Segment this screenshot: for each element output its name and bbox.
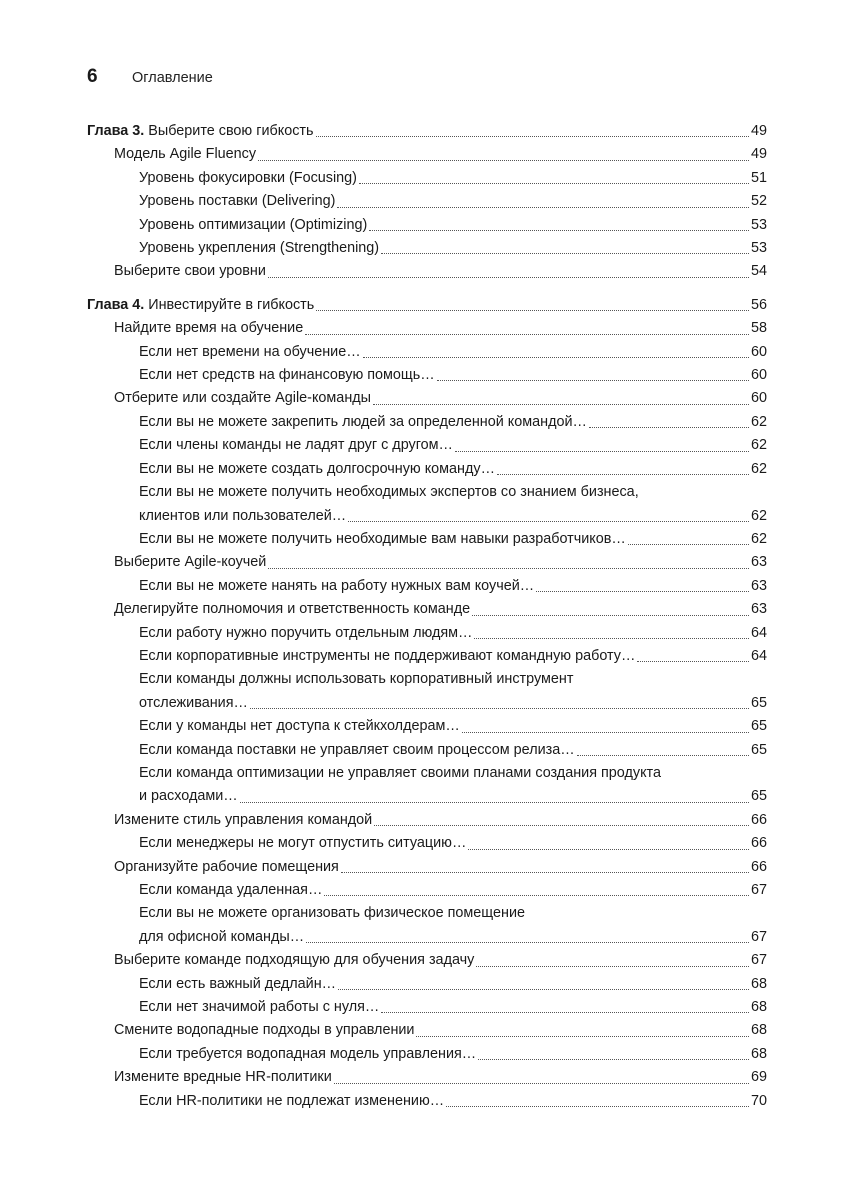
dot-leader xyxy=(577,754,749,756)
toc-page-number: 63 xyxy=(750,601,767,618)
toc-entry-title: Если вы не можете нанять на работу нужных вам коучей… xyxy=(139,577,535,594)
dot-leader xyxy=(437,379,749,381)
toc-page-number: 64 xyxy=(750,624,767,641)
toc-entry-title: Если команда удаленная… xyxy=(139,882,323,898)
dot-leader xyxy=(369,229,749,231)
toc-entry-title: Измените вредные HR-политики xyxy=(114,1069,332,1086)
toc-entry-title: Уровень укрепления (Strengthening) xyxy=(139,240,380,257)
toc-entry-title: Выберите свои уровни xyxy=(114,263,266,280)
toc-page-number: 60 xyxy=(750,367,767,384)
dot-leader xyxy=(474,637,749,639)
toc-section[interactable] xyxy=(87,387,767,410)
toc-page-number: 56 xyxy=(750,296,767,313)
toc-page-number: 62 xyxy=(750,437,767,454)
dot-leader xyxy=(637,660,749,662)
chapter-title: Инвестируйте в гибкость xyxy=(144,296,315,313)
toc-entry-title: Смените водопадные подходы в управлении xyxy=(114,1022,415,1039)
toc-subsection[interactable] xyxy=(87,996,767,1019)
toc-section[interactable] xyxy=(87,1066,767,1089)
toc-subsection[interactable] xyxy=(87,832,767,855)
toc-subsection[interactable] xyxy=(87,622,767,645)
toc-entry-title: Делегируйте полномочия и ответственность команде xyxy=(114,601,471,618)
toc-entry-title: Если корпоративные инструменты не поддерживают командную работу… xyxy=(139,647,636,664)
toc-entry-title: Модель Agile Fluency xyxy=(114,146,257,163)
toc-entry-title: Если вы не можете получить необходимые вам навыки разработчиков… xyxy=(139,530,626,547)
toc-subsection[interactable] xyxy=(87,411,767,434)
dot-leader xyxy=(446,1105,749,1107)
dot-leader xyxy=(334,1082,749,1084)
toc-page-number: 69 xyxy=(750,1069,767,1086)
toc-entry-title: Если работу нужно поручить отдельным людям… xyxy=(139,624,473,641)
toc-page-number: 67 xyxy=(750,882,767,898)
toc-section[interactable] xyxy=(87,949,767,972)
toc-section[interactable] xyxy=(87,260,767,283)
chapter-label: Глава 3. xyxy=(87,123,145,139)
toc-page-number: 53 xyxy=(750,240,767,257)
toc-subsection[interactable] xyxy=(87,1090,767,1113)
toc-page-number: 66 xyxy=(750,811,767,828)
toc-subsection[interactable] xyxy=(87,341,767,364)
toc-section[interactable] xyxy=(87,856,767,879)
toc-subsection[interactable] xyxy=(87,926,767,949)
toc-page-number: 54 xyxy=(750,263,767,280)
toc-entry-title: Измените стиль управления командой xyxy=(114,811,373,828)
dot-leader xyxy=(341,871,749,873)
toc-entry-title: и расходами… xyxy=(139,788,238,805)
toc-entry-title: отслеживания… xyxy=(139,694,248,711)
toc-page-number: 63 xyxy=(750,554,767,571)
toc-page-number: 52 xyxy=(750,193,767,210)
dot-leader xyxy=(589,426,749,428)
toc-page-number: 53 xyxy=(750,216,767,233)
toc-entry-first-line[interactable] xyxy=(87,668,767,691)
dot-leader xyxy=(338,988,749,990)
toc-subsection[interactable] xyxy=(87,785,767,808)
toc-page-number: 63 xyxy=(750,577,767,594)
toc-entry-title: Организуйте рабочие помещения xyxy=(114,858,339,875)
dot-leader xyxy=(258,159,749,161)
dot-leader xyxy=(536,590,749,592)
toc-entry-title: Если нет времени на обучение… xyxy=(139,343,361,360)
toc-entry-title: Если члены команды не ладят друг с другом… xyxy=(139,437,453,454)
toc-entry-title: Если вы не можете создать долгосрочную команду… xyxy=(139,460,495,477)
toc-page-number: 65 xyxy=(750,741,767,758)
toc-entry-title: Если команда оптимизации не управляет своими планами создания продукта xyxy=(139,764,661,781)
dot-leader xyxy=(240,801,749,803)
toc-page-number: 60 xyxy=(750,390,767,407)
chapter-label: Глава 4. xyxy=(87,296,145,313)
toc-entry-title: Если HR-политики не подлежат изменению… xyxy=(139,1092,445,1109)
toc-section[interactable] xyxy=(87,809,767,832)
toc-section[interactable] xyxy=(87,143,767,166)
dot-leader xyxy=(472,614,749,616)
toc-subsection[interactable] xyxy=(87,190,767,213)
chapter-title: Выберите свою гибкость xyxy=(144,123,314,139)
toc-chapter[interactable] xyxy=(87,120,767,143)
toc-page-number: 65 xyxy=(750,694,767,711)
toc-entry-title xyxy=(87,120,314,143)
dot-leader xyxy=(268,276,749,278)
dot-leader xyxy=(381,252,749,254)
toc-entry-title: Если команда поставки не управляет своим процессом релиза… xyxy=(139,741,575,758)
toc-entry-first-line[interactable] xyxy=(87,762,767,785)
dot-leader xyxy=(468,848,749,850)
toc-entry-title: Уровень поставки (Delivering) xyxy=(139,193,336,210)
toc-entry-title xyxy=(87,294,314,317)
toc-entry-title: Если менеджеры не могут отпустить ситуацию… xyxy=(139,835,467,852)
dot-leader xyxy=(305,333,749,335)
toc-page-number: 68 xyxy=(750,975,767,992)
toc-subsection[interactable] xyxy=(87,167,767,190)
toc-page-number: 64 xyxy=(750,647,767,664)
dot-leader xyxy=(462,731,749,733)
toc-subsection[interactable] xyxy=(87,364,767,387)
toc-subsection[interactable] xyxy=(87,879,767,902)
toc-subsection[interactable] xyxy=(87,458,767,481)
toc-subsection[interactable] xyxy=(87,575,767,598)
toc-entry-first-line[interactable] xyxy=(87,902,767,925)
toc-chapter[interactable] xyxy=(87,294,767,317)
toc-entry-title: для офисной команды… xyxy=(139,928,305,945)
toc-section[interactable] xyxy=(87,317,767,340)
toc-page-number: 70 xyxy=(750,1092,767,1109)
page-header xyxy=(87,66,213,88)
toc-subsection[interactable] xyxy=(87,1043,767,1066)
toc-entry-first-line[interactable] xyxy=(87,481,767,504)
toc-section[interactable] xyxy=(87,551,767,574)
toc-section[interactable] xyxy=(87,598,767,621)
toc-page-number: 49 xyxy=(750,123,767,139)
toc-subsection[interactable] xyxy=(87,237,767,260)
dot-leader xyxy=(316,309,749,311)
toc-page-number: 51 xyxy=(750,169,767,186)
dot-leader xyxy=(250,707,749,709)
toc-page-number: 67 xyxy=(750,928,767,945)
toc-subsection[interactable] xyxy=(87,739,767,762)
toc-entry-title: Уровень оптимизации (Optimizing) xyxy=(139,216,368,233)
toc-entry-title: Если вы не можете получить необходимых экспертов со знанием бизнеса, xyxy=(139,484,639,501)
toc-page-number: 65 xyxy=(750,718,767,735)
toc-entry-title: Если вы не можете организовать физическое помещение xyxy=(139,905,525,922)
toc-page-number: 66 xyxy=(750,858,767,875)
toc-entry-title: Уровень фокусировки (Focusing) xyxy=(139,169,357,186)
toc-subsection[interactable] xyxy=(87,645,767,668)
toc-subsection[interactable] xyxy=(87,715,767,738)
toc-page-number: 62 xyxy=(750,507,767,524)
toc-subsection[interactable] xyxy=(87,214,767,237)
toc-subsection[interactable] xyxy=(87,692,767,715)
toc-entry-title: Если есть важный дедлайн… xyxy=(139,975,337,992)
toc-page-number: 58 xyxy=(750,320,767,337)
toc-page-number: 60 xyxy=(750,343,767,360)
toc-page-number: 49 xyxy=(750,146,767,163)
page-number: 6 xyxy=(87,66,98,87)
toc-page-number: 67 xyxy=(750,952,767,969)
toc-page-number: 65 xyxy=(750,788,767,805)
dot-leader xyxy=(628,543,749,545)
toc-page-number: 68 xyxy=(750,1045,767,1062)
dot-leader xyxy=(316,135,749,137)
toc-entry-title: Если нет значимой работы с нуля… xyxy=(139,999,380,1016)
dot-leader xyxy=(478,1058,749,1060)
toc-entry-title: Если нет средств на финансовую помощь… xyxy=(139,367,435,384)
dot-leader xyxy=(306,941,749,943)
toc-page-number: 66 xyxy=(750,835,767,852)
dot-leader xyxy=(416,1035,749,1037)
toc-entry-title: клиентов или пользователей… xyxy=(139,507,347,524)
toc-entry-title: Если вы не можете закрепить людей за определенной командой… xyxy=(139,413,587,430)
dot-leader xyxy=(268,567,749,569)
toc-entry-title: Если требуется водопадная модель управления… xyxy=(139,1045,477,1062)
toc-entry-title: Выберите Agile-коучей xyxy=(114,554,267,571)
toc-subsection[interactable] xyxy=(87,973,767,996)
toc-page-number: 68 xyxy=(750,999,767,1016)
dot-leader xyxy=(381,1011,749,1013)
dot-leader xyxy=(476,965,749,967)
dot-leader xyxy=(373,403,749,405)
toc-subsection[interactable] xyxy=(87,434,767,457)
dot-leader xyxy=(348,520,749,522)
table-of-contents xyxy=(87,120,767,1113)
dot-leader xyxy=(359,182,749,184)
toc-entry-title: Выберите команде подходящую для обучения задачу xyxy=(114,952,475,969)
dot-leader xyxy=(324,894,749,896)
toc-page-number: 62 xyxy=(750,530,767,547)
dot-leader xyxy=(363,356,749,358)
dot-leader xyxy=(374,824,749,826)
dot-leader xyxy=(497,473,749,475)
toc-page-number: 68 xyxy=(750,1022,767,1039)
toc-entry-title: Отберите или создайте Agile-команды xyxy=(114,390,372,407)
section-title: Оглавление xyxy=(132,70,213,86)
toc-subsection[interactable] xyxy=(87,505,767,528)
toc-entry-title: Если команды должны использовать корпоративный инструмент xyxy=(139,671,574,688)
toc-page-number: 62 xyxy=(750,460,767,477)
toc-subsection[interactable] xyxy=(87,528,767,551)
toc-section[interactable] xyxy=(87,1019,767,1042)
toc-page-number: 62 xyxy=(750,413,767,430)
dot-leader xyxy=(455,450,749,452)
toc-entry-title: Найдите время на обучение xyxy=(114,320,304,337)
dot-leader xyxy=(337,206,749,208)
toc-entry-title: Если у команды нет доступа к стейкхолдерам… xyxy=(139,718,460,735)
